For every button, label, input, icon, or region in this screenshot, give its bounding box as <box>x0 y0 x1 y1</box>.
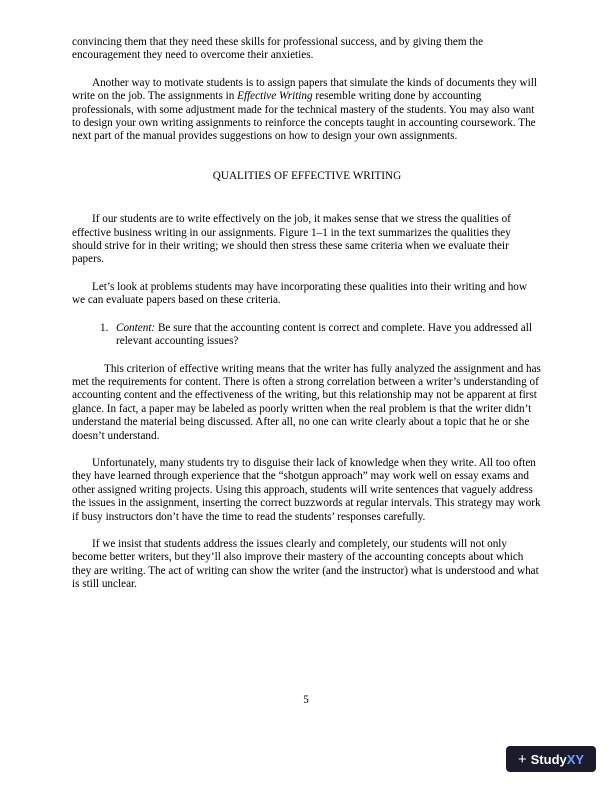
list-label: Content: <box>116 321 156 334</box>
paragraph-insist: If we insist that students address the issues clearly and completely, our students will not only become better writers, but they’ll also improve their mastery of the accounting concepts about which they are writing. The act of writing can show the writer (and the instructor) what is understood and what is still unclear. <box>72 537 539 591</box>
list-text: Be sure that the accounting content is correct and complete. Have you addressed all relevant accounting issues? <box>116 321 532 348</box>
paragraph-continuation: convincing them that they need these skills for professional success, and by giving them the encouragement they need to overcome their anxieties. <box>72 36 484 62</box>
paragraph-text: Another way to motivate students is to assign papers that simulate the kinds of documents they will write on the job. The assignments in <box>72 76 537 103</box>
list-item-content <box>72 322 542 349</box>
brand-name: Study <box>530 751 567 767</box>
book-title: Effective Writing <box>237 90 313 103</box>
studyxy-logo[interactable] <box>506 746 596 772</box>
paragraph-unfortunately: Unfortunately, many students try to disguise their lack of knowledge when they write. All too often they have learned through experience that the “shotgun approach” may work well on essay exams and other assigned writing projects. Using this approach, students will write sentences that vaguely address the issues in the assignment, inserting the correct buzzwords at regular intervals. This strategy may work if busy instructors don’t have the time to read the students’ responses carefully. <box>72 456 541 523</box>
paragraph-criterion: This criterion of effective writing means that the writer has fully analyzed the assignment and has met the requirements for content. There is often a strong correlation between a writer’s understanding of accounting content and the effectiveness of the writing, but this relationship may not be apparent at first glance. In fact, a paper may be labeled as poorly written when the real problem is that the writer didn’t understand the material being discussed. After all, no one can write clearly about a topic that he or she doesn’t understand. <box>72 362 541 442</box>
page-number: 5 <box>303 694 309 706</box>
document-page <box>72 36 542 606</box>
section-heading: QUALITIES OF EFFECTIVE WRITING <box>212 169 402 182</box>
plus-icon: + <box>517 750 527 768</box>
list-number: 1. <box>100 321 109 334</box>
brand-name-accent: XY <box>566 751 585 767</box>
paragraph-text: resemble writing done by accounting professionals, with some adjustment made for the technical mastery of the students. You may also want to design your own writing assignments to reinforce the concepts taught in accounting coursework. The next part of the manual provides suggestions on how to design your own assignments. <box>72 90 536 143</box>
paragraph-problems: Let’s look at problems students may have incorporating these qualities into their writing and how we can evaluate papers based on these criteria. <box>72 280 527 307</box>
paragraph-motivate <box>72 77 542 144</box>
paragraph-qualities: If our students are to write effectively on the job, it makes sense that we stress the qualities of effective business writing in our assignments. Figure 1–1 in the text summarizes the qualities they should strive for in their writing; we should then stress these same criteria when we evaluate their papers. <box>72 213 511 266</box>
